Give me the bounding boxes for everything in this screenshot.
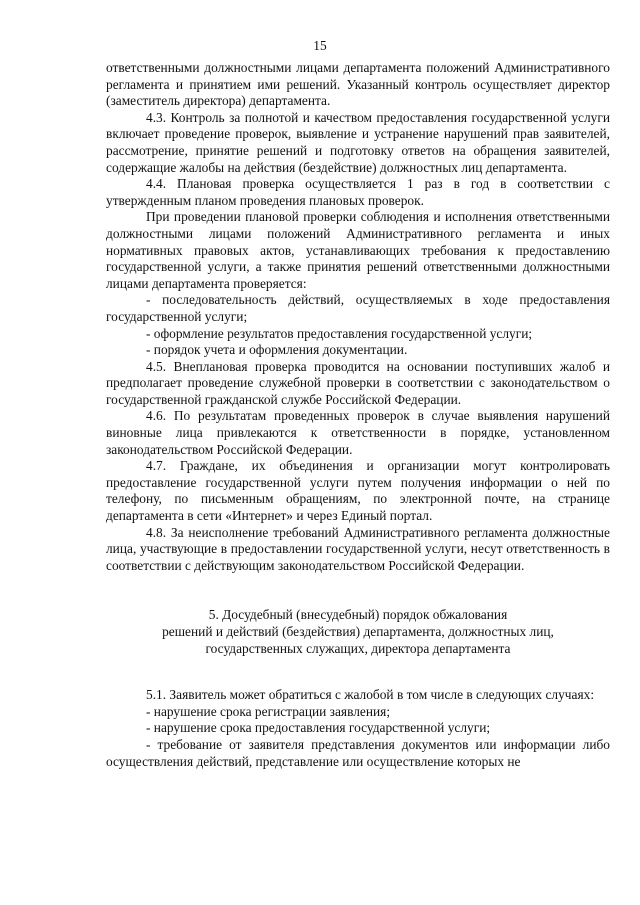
document-body (106, 60, 610, 770)
paragraph: 4.4. Плановая проверка осуществляется 1 раз в год в соответствии с утвержденным планом проведения плановых проверок. (106, 176, 610, 208)
paragraph: - нарушение срока регистрации заявления; (146, 703, 391, 719)
paragraph: 4.5. Внеплановая проверка проводится на основании поступивших жалоб и предполагает проведение служебной проверки в соответствии с законодательством о государственной гражданской службе Российской Федерации. (106, 358, 610, 407)
paragraph: - последовательность действий, осуществляемых в ходе предоставления государственной услуги; (106, 292, 610, 324)
section-heading-line: государственных служащих, директора департамента (205, 640, 511, 656)
section-4-paragraphs (106, 60, 610, 574)
paragraph: - требование от заявителя представления документов или информации либо осуществления действий, представление или осуществление которых не (106, 736, 610, 769)
section-5-paragraphs (106, 687, 610, 770)
paragraph: 4.8. За неисполнение требований Административного регламента должностные лица, участвующие в предоставлении государственной услуги, несут ответственность в соответствии с действующим законодательством Российской Федерации. (106, 524, 610, 573)
paragraph: 4.3. Контроль за полнотой и качеством предоставления государственной услуги включает проведение проверок, выявление и устранение нарушений прав заявителей, рассмотрение, принятие решений и подготовку ответов на обращения заявителей, содержащие жалобы на действия (бездействие) должностных лиц департамента. (106, 109, 610, 175)
section-5-heading (106, 607, 610, 657)
paragraph: - оформление результатов предоставления государственной услуги; (146, 325, 533, 341)
paragraph: 4.7. Граждане, их объединения и организации могут контролировать предоставление государственной услуги путем получения информации о ней по телефону, по письменным обращениям, по электронной почте, на странице департамента в сети «Интернет» и через Единый портал. (106, 458, 610, 524)
section-heading-line: 5. Досудебный (внесудебный) порядок обжалования (208, 607, 508, 623)
paragraph: При проведении плановой проверки соблюдения и исполнения ответственными должностными лицами положений Административного регламента и иных нормативных правовых актов, устанавливающих требования к предоставлению государственной услуги, а также принятия решений ответственными должностными лицами департамента проверяется: (106, 209, 610, 291)
section-heading-line: решений и действий (бездействия) департамента, должностных лиц, (162, 624, 554, 639)
paragraph: 4.6. По результатам проведенных проверок в случае выявления нарушений виновные лица привлекаются к ответственности в порядке, установленном законодательством Российской Федерации. (106, 408, 610, 457)
paragraph: ответственными должностными лицами департамента положений Административного регламента и принятием ими решений. Указанный контроль осуществляет директор (заместитель директора) департамента. (106, 60, 610, 109)
paragraph: - порядок учета и оформления документации. (146, 342, 408, 358)
paragraph: - нарушение срока предоставления государственной услуги; (146, 720, 491, 736)
page-number: 15 (313, 38, 327, 53)
paragraph: 5.1. Заявитель может обратиться с жалобой в том числе в следующих случаях: (146, 687, 595, 703)
